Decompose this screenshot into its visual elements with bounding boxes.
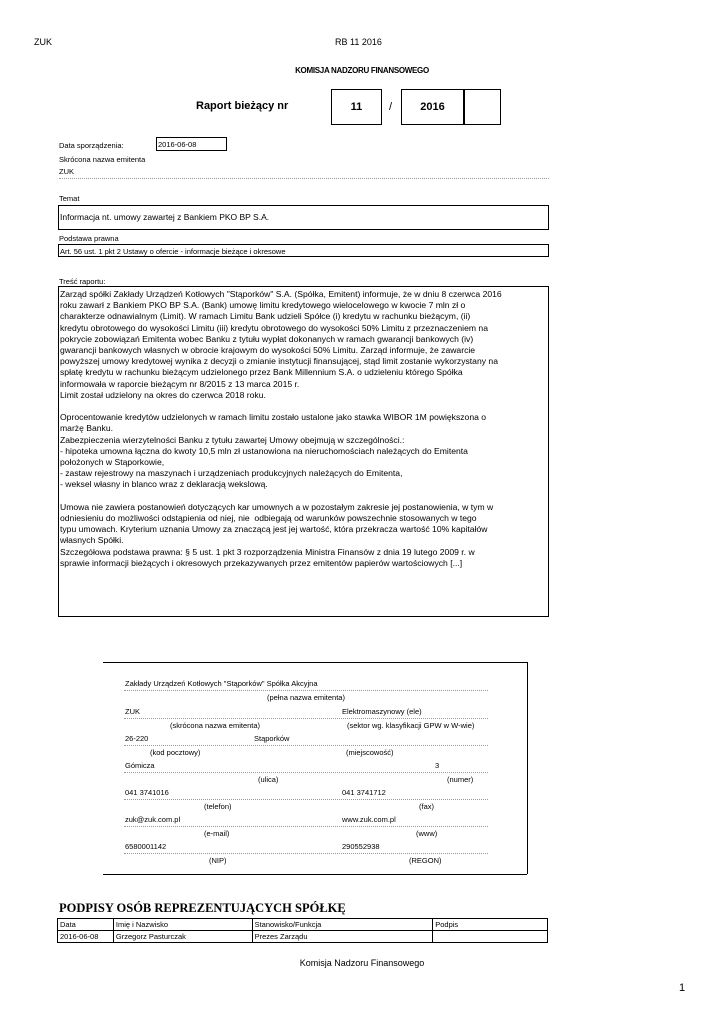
company-number-label: (numer): [447, 775, 474, 784]
content-line: - hipoteka umowna łączna do kwoty 10,5 mln zł ustanowiona na nieruchomościach należących do Emitenta: [60, 445, 468, 456]
legal-label: Podstawa prawna: [59, 234, 119, 243]
signatures-header-signature: Podpis: [433, 919, 548, 931]
company-phone-label: (telefon): [204, 802, 232, 811]
content-line: Szczegółowa podstawa prawna: § 5 ust. 1 pkt 3 rozporządzenia Ministra Finansów z dnia 19 lutego 2009 r. w: [60, 546, 475, 557]
signatures-header-name: Imię i Nazwisko: [113, 919, 252, 931]
content-line: Oprocentowanie kredytów udzielonych w ramach limitu zostało ustalone jako stawka WIBOR 1M powiększona o: [60, 412, 487, 423]
content-line: marżę Banku.: [60, 423, 114, 434]
content-line: typu umowach. Kryterium uznania Umowy za znaczącą jest jej wartość, która przekracza wartość 10% kapitałów: [60, 524, 488, 535]
company-street: Gómicza: [125, 761, 155, 770]
company-full-name: Zakłady Urządzeń Kotłowych "Stąporków" Spółka Akcyjna: [125, 679, 318, 688]
line: [124, 799, 488, 800]
content-line: charakterze odnawialnym (Limit). W ramach Limitu Bank udzieli Spółce (i) kredytu w rachunku bieżącym, (ii): [60, 311, 471, 322]
report-label: Raport bieżący nr: [196, 100, 289, 112]
company-www[interactable]: www.zuk.com.pl: [342, 815, 396, 824]
content-line: [60, 491, 548, 502]
content-label: Treść raportu:: [59, 277, 106, 286]
line: [124, 690, 488, 691]
content-line: sprawie informacji bieżących i okresowych przekazywanych przez emitentów papierów wartościowych [...]: [60, 557, 463, 568]
signature-date: 2016-06-08: [58, 931, 114, 943]
line: [124, 772, 488, 773]
issuer-short-label: Skrócona nazwa emitenta: [59, 155, 146, 164]
company-short-name: ZUK: [125, 707, 140, 716]
date-label: Data sporządzenia:: [59, 141, 124, 150]
company-email-label: (e-mail): [204, 829, 230, 838]
company-regon: 290552938: [342, 842, 380, 851]
footer-center: Komisja Nadzoru Finansowego: [299, 958, 425, 968]
content-line: kredytu obrotowego do wysokości Limitu (iii) kredytu obrotowego do wysokości 50% Limitu z przeznaczeniem na: [60, 322, 488, 333]
content-line: [60, 401, 548, 412]
content-line: Limit został udzielony na okres do czerwca 2018 roku.: [60, 389, 266, 400]
date-value: 2016-06-08: [158, 140, 197, 149]
legal-value: Art. 56 ust. 1 pkt 2 Ustawy o ofercie - informacje bieżące i okresowe: [60, 247, 286, 256]
topic-value: Informacja nt. umowy zawartej z Bankiem PKO BP S.A.: [60, 212, 270, 222]
company-full-name-label: (pełna nazwa emitenta): [267, 693, 345, 702]
content-line: własnych Spółki.: [60, 535, 124, 546]
company-postal-code-label: (kod pocztowy): [150, 748, 201, 757]
signature-person: Grzegorz Pasturczak: [113, 931, 252, 943]
signature-position: Prezes Zarządu: [252, 931, 433, 943]
company-www-label: (www): [416, 829, 438, 838]
content-line: odniesieniu do możliwości odstąpienia od niej, nie odbiegają od warunków powszechnie stosowanych w tego: [60, 513, 477, 524]
company-city-label: (miejscowość): [346, 748, 394, 757]
header-center: RB 11 2016: [335, 37, 382, 47]
report-number: 11: [350, 101, 363, 113]
company-right-border: [527, 662, 528, 874]
company-fax-label: (fax): [419, 802, 434, 811]
signature-sign: [433, 931, 548, 943]
company-top-border: [103, 662, 527, 663]
company-short-name-label: (skrócona nazwa emitenta): [170, 721, 261, 730]
company-postal-code: 26-220: [125, 734, 149, 743]
content-line: Zarząd spółki Zakłady Urządzeń Kotłowych "Stąporków" S.A. (Spółka, Emitent) informuje, że w dniu 8 czerwca 2016: [60, 289, 502, 299]
content-line: - weksel własny in blanco wraz z deklaracją wekslową.: [60, 479, 268, 490]
content-line: - zastaw rejestrowy na maszynach i urządzeniach produkcyjnych należących do Emitenta,: [60, 468, 403, 479]
report-year: 2016: [420, 101, 445, 113]
content-line: spłatę kredytu w rachunku bieżącym udzielonego przez Bank Millennium S.A. o udzieleniu którego Spółka: [60, 367, 463, 378]
signatures-title: PODPISY OSÓB REPREZENTUJĄCYCH SPÓŁKĘ: [59, 901, 346, 915]
table-row: [58, 931, 548, 943]
topic-label: Temat: [59, 194, 80, 203]
content-line: Zabezpieczenia wierzytelności Banku z tytułu zawartej Umowy obejmują w szczególności.:: [60, 434, 405, 445]
company-city: Stąporków: [254, 734, 290, 743]
issuer-short-value: ZUK: [59, 167, 74, 176]
content-line: roku zawarł z Bankiem PKO BP S.A. (Bank) umowę limitu kredytowego wielocelowego w kwocie 7 mln zł o: [60, 300, 466, 311]
company-regon-label: (REGON): [409, 856, 442, 865]
company-nip: 6580001142: [125, 842, 167, 851]
signatures-header-position: Stanowisko/Funkcja: [252, 919, 433, 931]
company-sector: Elektromaszynowy (ele): [342, 707, 422, 716]
line: [124, 745, 488, 746]
content-line: informowała w raporcie bieżącym nr 8/2015 z 13 marca 2015 r.: [60, 378, 300, 389]
header-left: ZUK: [34, 37, 52, 47]
company-nip-label: (NIP): [209, 856, 227, 865]
content-line: powyższej umowy kredytowej wynika z decyzji o zmianie instytucji finansującej, stąd limit zostanie wykorzystany na: [60, 356, 498, 367]
page-number: 1: [679, 982, 686, 994]
report-extra-box: [464, 89, 501, 125]
line: [124, 853, 488, 854]
signatures-table: [57, 918, 548, 943]
content-line: gwarancji bankowych własnych w obrocie krajowym do wysokości 50% Limitu. Zarząd informuje, że zawarcie: [60, 345, 476, 356]
content-line: pokrycie zobowiązań Emitenta wobec Banku z tytułu wypłat dokonanych w ramach gwarancji bankowych (iv): [60, 333, 474, 344]
line: [124, 826, 488, 827]
content-line: położonych w Stąporkowie,: [60, 457, 165, 468]
company-bottom-border: [103, 874, 527, 875]
signatures-header-date: Data: [58, 919, 114, 931]
company-email[interactable]: zuk@zuk.com.pl: [125, 815, 181, 824]
separator: [59, 178, 549, 179]
company-number: 3: [435, 761, 440, 770]
content-line: Umowa nie zawiera postanowień dotyczących kar umownych a w pozostałym zakresie jej postanowienia, w tym w: [60, 501, 494, 512]
line: [124, 718, 488, 719]
company-sector-label: (sektor wg. klasyfikacji GPW w W-wie): [347, 721, 475, 730]
signatures-header-row: [58, 919, 548, 931]
company-fax: 041 3741712: [342, 788, 386, 797]
authority-title: KOMISJA NADZORU FINANSOWEGO: [295, 66, 429, 75]
company-street-label: (ulica): [258, 775, 279, 784]
content-body: [60, 289, 548, 569]
report-separator: /: [389, 101, 393, 113]
company-phone: 041 3741016: [125, 788, 169, 797]
